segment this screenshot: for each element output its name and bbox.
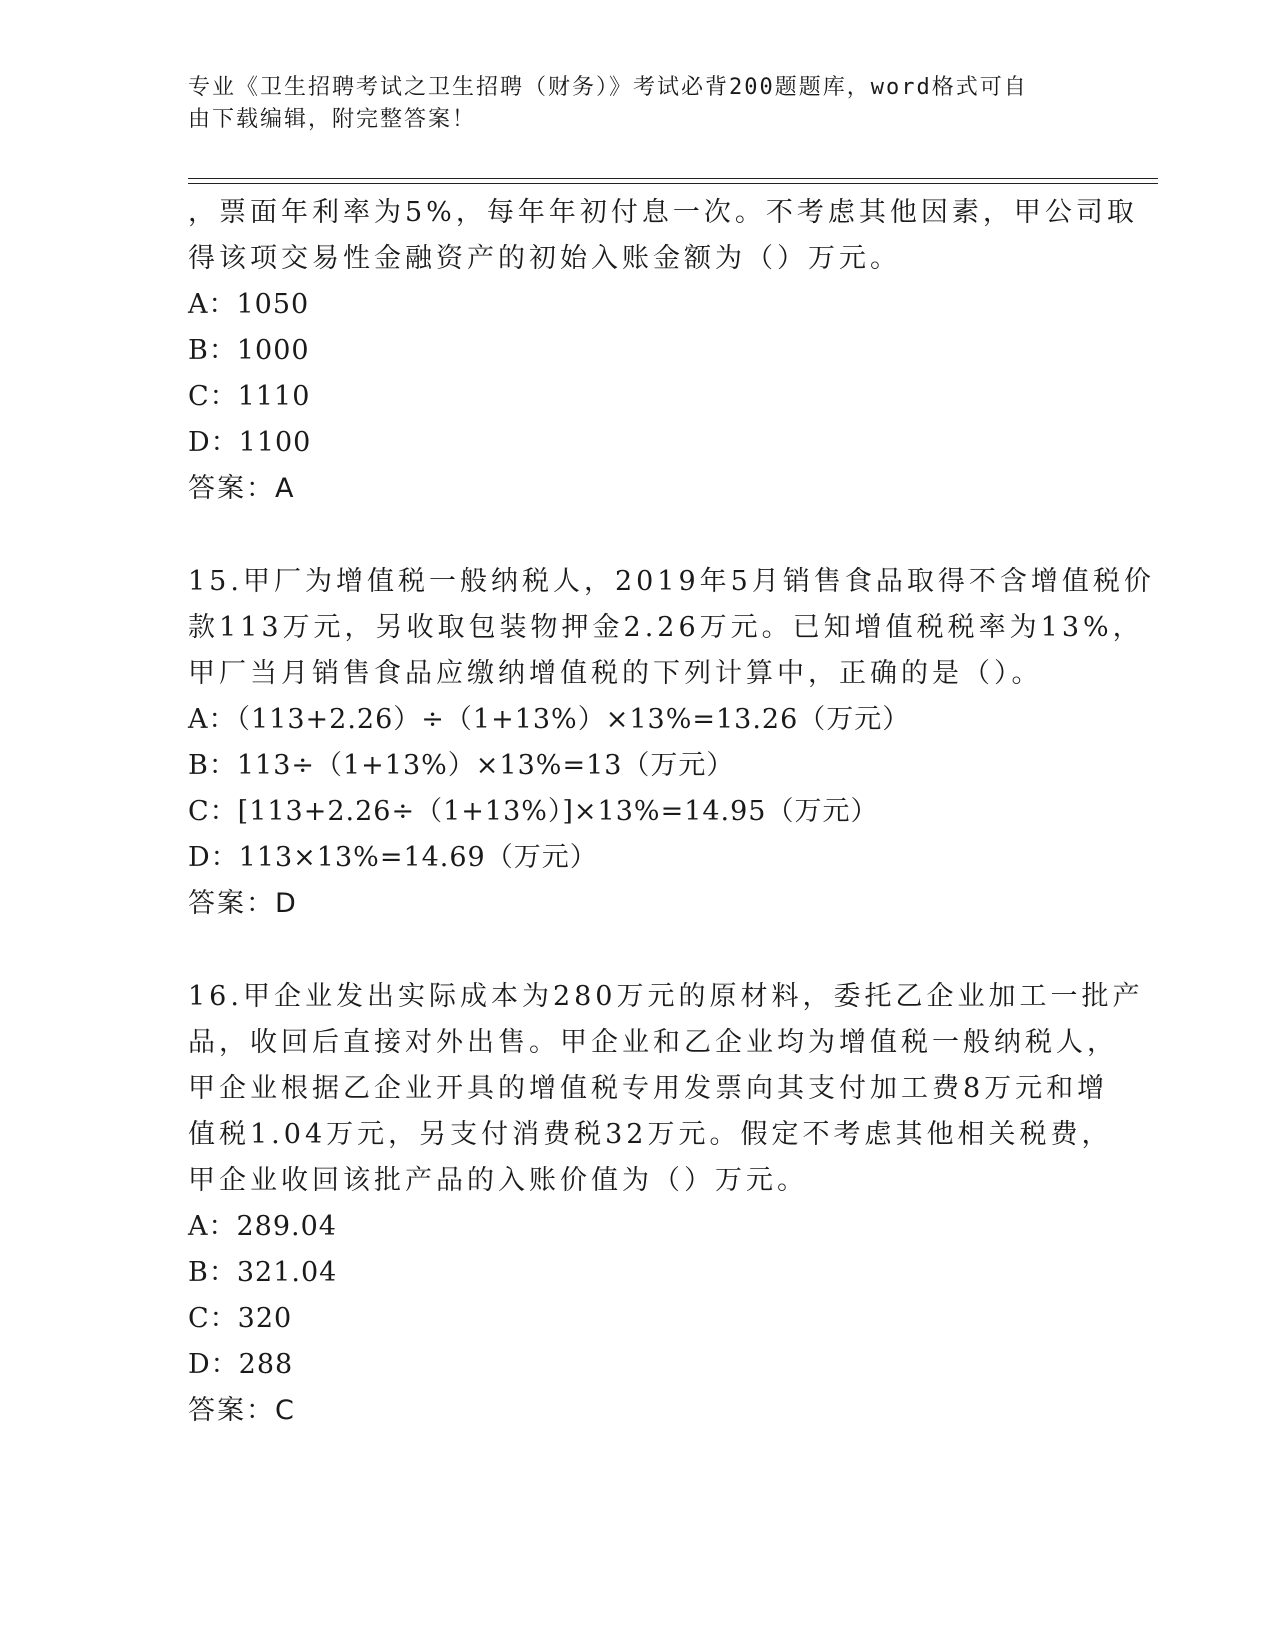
option-c: C：1110: [188, 381, 311, 412]
question-stem-line: 品，收回后直接对外出售。甲企业和乙企业均为增值税一般纳税人，: [188, 1027, 1118, 1058]
header-line-2: 由下载编辑，附完整答案！: [188, 107, 477, 132]
spacer: [188, 512, 1088, 559]
question-stem-line: 甲企业根据乙企业开具的增值税专用发票向其支付加工费8万元和增: [188, 1073, 1109, 1104]
question-stem-line: 得该项交易性金融资产的初始入账金额为（）万元。: [188, 243, 901, 274]
option-a: A：289.04: [188, 1211, 337, 1242]
question-stem-line: 16.甲企业发出实际成本为280万元的原材料，委托乙企业加工一批产: [188, 981, 1144, 1012]
option-a: A：（113+2.26）÷（1+13%）×13%=13.26（万元）: [188, 704, 911, 735]
option-d: D：288: [188, 1349, 294, 1380]
header-divider-bottom: [188, 183, 1158, 184]
question-stem-line: 值税1.04万元，另支付消费税32万元。假定不考虑其他相关税费，: [188, 1119, 1113, 1150]
header-divider-top: [188, 178, 1158, 179]
option-b: B：113÷（1+13%）×13%=13（万元）: [188, 750, 735, 781]
question-stem-line: ，票面年利率为5%，每年年初付息一次。不考虑其他因素，甲公司取: [188, 197, 1138, 228]
question-stem-line: 款113万元，另收取包装物押金2.26万元。已知增值税税率为13%，: [188, 612, 1144, 643]
question-16: [188, 974, 1144, 1434]
answer-line: 答案：D: [188, 888, 298, 919]
option-c: C：[113+2.26÷（1+13%）]×13%=14.95（万元）: [188, 796, 879, 827]
option-b: B：1000: [188, 335, 310, 366]
question-content: [188, 190, 1155, 1434]
option-d: D：113×13%=14.69（万元）: [188, 842, 598, 873]
question-stem-line: 15.甲厂为增值税一般纳税人，2019年5月销售食品取得不含增值税价: [188, 566, 1155, 597]
spacer: [188, 927, 1088, 974]
option-a: A：1050: [188, 289, 310, 320]
option-d: D：1100: [188, 427, 312, 458]
option-c: C：320: [188, 1303, 293, 1334]
header-line-1: 专业《卫生招聘考试之卫生招聘（财务）》考试必背200题题库，word格式可自: [188, 75, 1028, 100]
question-15: [188, 559, 1155, 927]
answer-line: 答案：C: [188, 1395, 296, 1426]
page-header: [188, 72, 1068, 136]
question-14: [188, 190, 1138, 512]
question-stem-line: 甲厂当月销售食品应缴纳增值税的下列计算中，正确的是（）。: [188, 658, 1043, 689]
question-stem-line: 甲企业收回该批产品的入账价值为（）万元。: [188, 1165, 808, 1196]
option-b: B：321.04: [188, 1257, 338, 1288]
answer-line: 答案：A: [188, 473, 296, 504]
